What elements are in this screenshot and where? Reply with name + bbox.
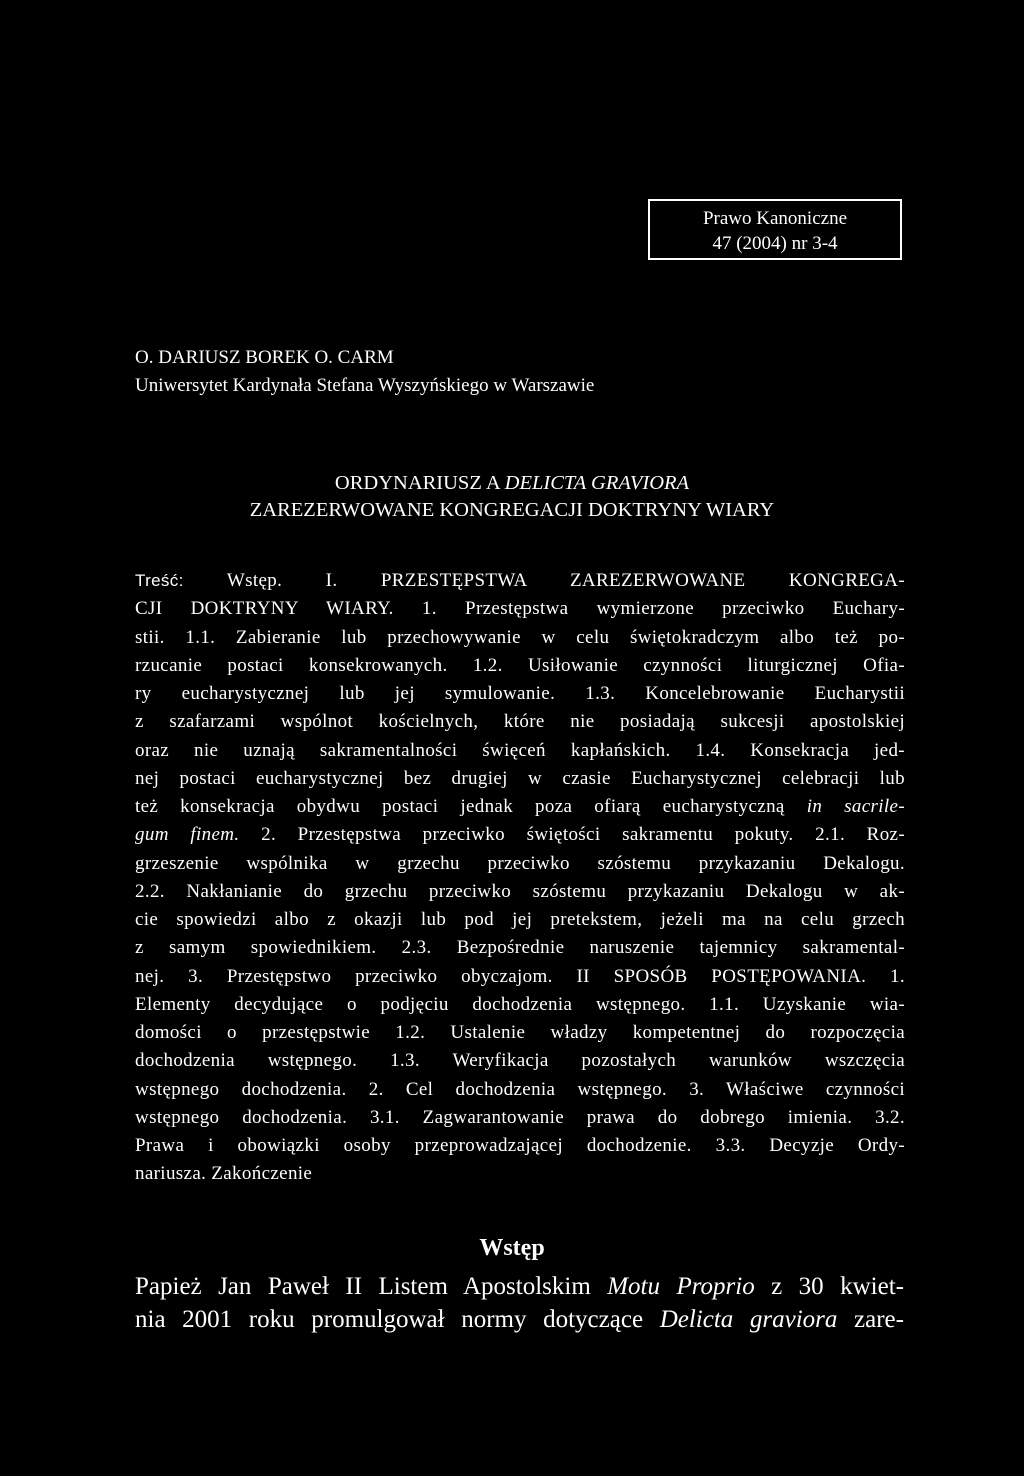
journal-info-box bbox=[648, 199, 902, 260]
toc-line: z szafarzami wspólnot kościelnych, które nie posiadają sukcesji apostolskiej bbox=[135, 711, 905, 733]
toc-line: Treść: Wstęp. I. PRZESTĘPSTWA ZAREZERWOWANE KONGREGA- bbox=[135, 570, 906, 591]
toc-line: oraz nie uznają sakramentalności święceń kapłańskich. 1.4. Konsekracja jed- bbox=[135, 739, 905, 761]
toc-label: Treść: bbox=[135, 571, 184, 590]
journal-issue: 47 (2004) nr 3-4 bbox=[712, 233, 838, 254]
author-block bbox=[135, 344, 594, 400]
toc-line: grzeszenie wspólnika w grzechu przeciwko szóstemu przykazaniu Dekalogu. bbox=[135, 852, 905, 874]
table-of-contents bbox=[135, 567, 905, 1189]
toc-line: wstępnego dochodzenia. 2. Cel dochodzenia wstępnego. 3. Właściwe czynności bbox=[135, 1078, 905, 1100]
toc-line: dochodzenia wstępnego. 1.3. Weryfikacja pozostałych warunków wszczęcia bbox=[135, 1050, 905, 1072]
body-line: Papież Jan Paweł II Listem Apostolskim Motu Proprio z 30 kwiet- bbox=[135, 1273, 904, 1300]
article-title bbox=[135, 470, 889, 524]
toc-line: gum finem. 2. Przestępstwa przeciwko świętości sakramentu pokuty. 2.1. Roz- bbox=[135, 824, 906, 846]
toc-line: 2.2. Nakłanianie do grzechu przeciwko szóstemu przykazaniu Dekalogu w ak- bbox=[135, 880, 905, 902]
toc-line: stii. 1.1. Zabieranie lub przechowywanie w celu świętokradczym albo też po- bbox=[135, 626, 905, 648]
journal-name: Prawo Kanoniczne bbox=[702, 208, 848, 229]
toc-line: też konsekracja obydwu postaci jednak poza ofiarą eucharystyczną in sacrile- bbox=[135, 796, 905, 817]
author-affiliation: Uniwersytet Kardynała Stefana Wyszyńskiego w Warszawie bbox=[135, 375, 595, 396]
title-line-1: ORDYNARIUSZ A DELICTA GRAVIORA bbox=[334, 472, 690, 494]
toc-line: Prawa i obowiązki osoby przeprowadzającej dochodzenie. 3.3. Decyzje Ordy- bbox=[135, 1135, 905, 1156]
toc-line: CJI DOKTRYNY WIARY. 1. Przestępstwa wymierzone przeciwko Euchary- bbox=[135, 598, 905, 620]
toc-line: nej postaci eucharystycznej bez drugiej w czasie Eucharystycznej celebracji lub bbox=[135, 767, 905, 789]
title-line-2: ZAREZERWOWANE KONGREGACJI DOKTRYNY WIARY bbox=[249, 499, 775, 521]
title-italic: DELICTA GRAVIORA bbox=[504, 472, 690, 494]
toc-line: nej. 3. Przestępstwo przeciwko obyczajom. II SPOSÓB POSTĘPOWANIA. 1. bbox=[135, 965, 905, 987]
author-name: O. DARIUSZ BOREK O. CARM bbox=[135, 347, 394, 368]
toc-line: Elementy decydujące o podjęciu dochodzenia wstępnego. 1.1. Uzyskanie wia- bbox=[135, 993, 905, 1015]
toc-line: wstępnego dochodzenia. 3.1. Zagwarantowanie prawa do dobrego imienia. 3.2. bbox=[135, 1106, 905, 1128]
toc-line: ry eucharystycznej lub jej symulowanie. 1.3. Koncelebrowanie Eucharystii bbox=[135, 683, 905, 704]
section-heading: Wstęp bbox=[479, 1235, 545, 1261]
toc-line: rzucanie postaci konsekrowanych. 1.2. Usiłowanie czynności liturgicznej Ofia- bbox=[135, 654, 905, 676]
body-line: nia 2001 roku promulgował normy dotyczące Delicta graviora zare- bbox=[135, 1306, 904, 1333]
toc-line: domości o przestępstwie 1.2. Ustalenie władzy kompetentnej do rozpoczęcia bbox=[135, 1022, 905, 1043]
toc-line: nariusza. Zakończenie bbox=[135, 1163, 313, 1185]
body-paragraph bbox=[135, 1270, 904, 1336]
toc-line: z samym spowiednikiem. 2.3. Bezpośrednie naruszenie tajemnicy sakramental- bbox=[135, 937, 905, 959]
toc-line: cie spowiedzi albo z okazji lub pod jej pretekstem, jeżeli ma na celu grzech bbox=[135, 909, 905, 930]
